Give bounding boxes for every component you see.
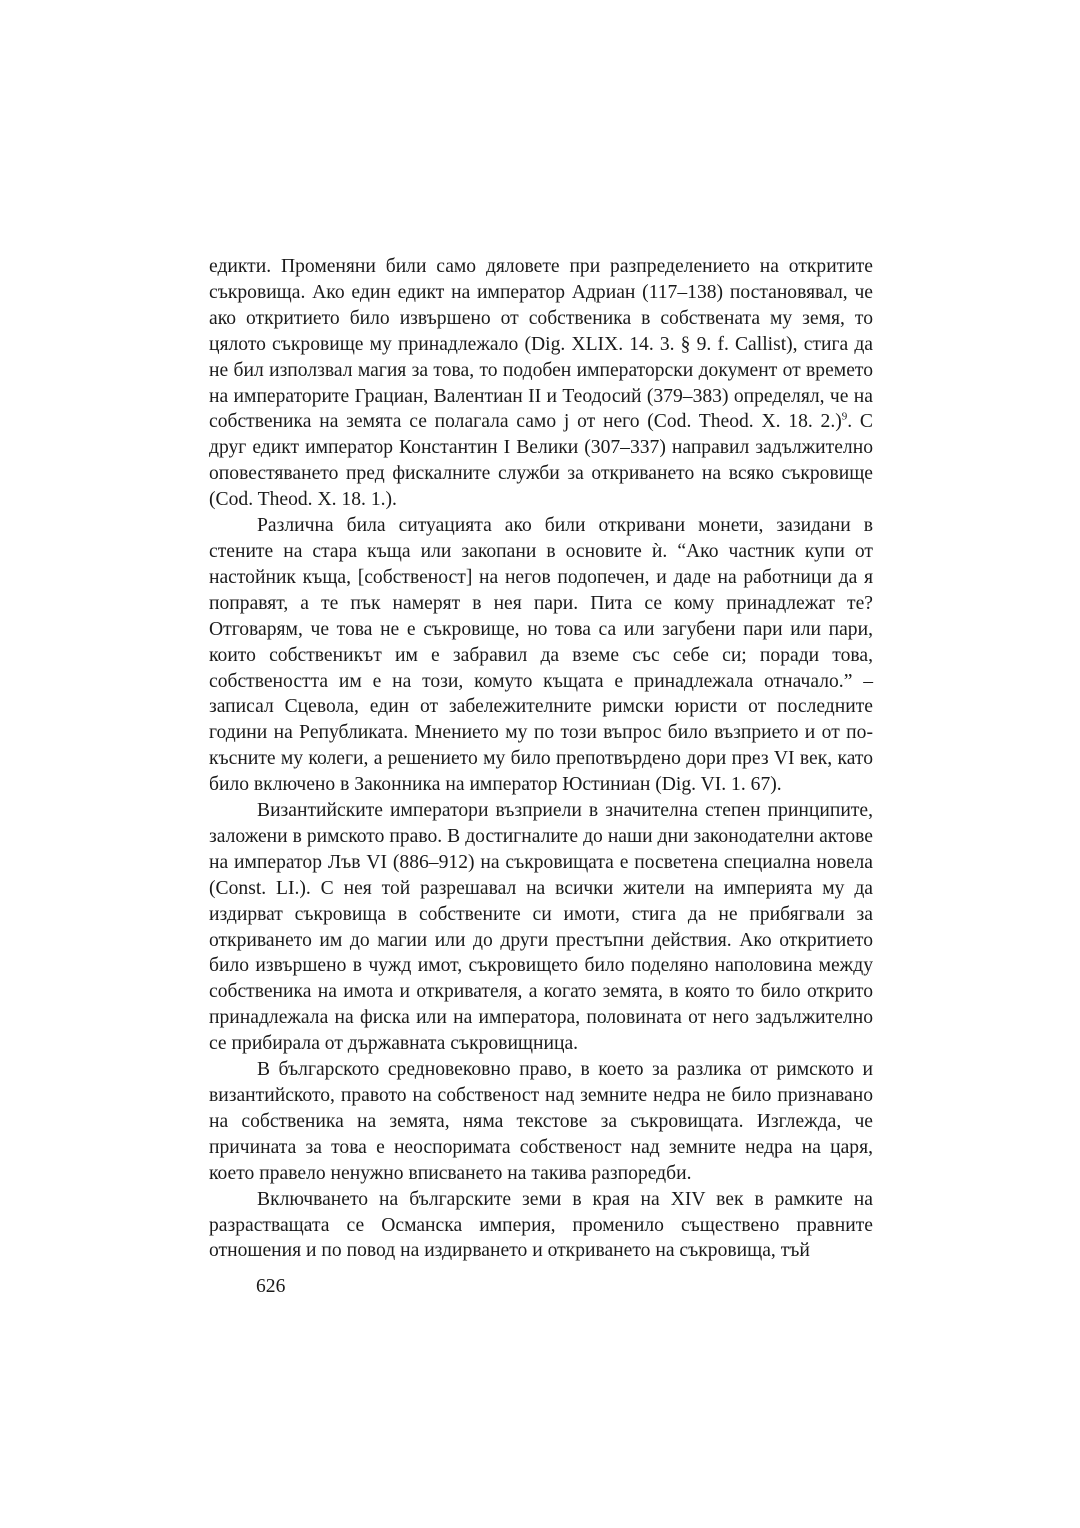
page-body (209, 254, 873, 1264)
page-number: 626 (256, 1276, 286, 1297)
paragraph-4: В българското средновековно право, в което за разлика от римското и византийското, правото на собственост над земните недра не било признавано на собственика на земята, няма текстове за съкровищата. Изглежда, че причината за това е неоспоримата собственост над земните недра на царя, което правело ненужно вписването на такива разпоредби. (209, 1059, 873, 1184)
paragraph-1-text: едикти. Променяни били само дяловете при разпределението на откритите съкровища. Ако един едикт на император Адриан (117–138) постановявал, че ако откритието било извършено от собственика в собствената му земя, то цялото съкровище му принадлежало (Dig. XLIX. 14. 3. § 9. f. Callist), стига да не бил използвал магия за това, то подобен императорски документ от времето на императорите Грациан, Валентиан II и Теодосий (379–383) определял, че на собственика на земята се полагала само j от него (Cod. Theod. X. 18. 2.) (209, 256, 873, 433)
paragraph-1-text-continued: . С друг едикт император Константин I Велики (307–337) направил задължително оповестяването пред фискалните служби за откриването на всяко съкровище (Cod. Theod. X. 18. 1.). (209, 411, 873, 511)
paragraph-3: Византийските императори възприели в значителна степен принципите, заложени в римското право. В достигналите до наши дни законодателни актове на император Лъв VI (886–912) на съкровищата е посветена специална новела (Const. LI.). С нея той разрешавал на всички жители на империята му да издирват съкровища в собствените си имоти, стига да не прибягвали за откриването им до магии или до други престъпни действия. Ако откритието било извършено в чужд имот, съкровището било поделяно наполовина между собственика на имота и откривателя, а когато земята, в която то било открито принадлежала на фиска или на императора, половината от него задължително се прибирала от държавната съкровищница. (209, 800, 873, 1055)
paragraph-5: Включването на българските земи в края на XIV век в рамките на разрастващата се Османска империя, променило съществено правните отношения и по повод на издирването и откриването на съкровища, тъй (209, 1188, 873, 1262)
paragraph-1 (209, 254, 873, 513)
footnote-reference: 9 (841, 410, 848, 423)
paragraph-2: Различна била ситуацията ако били откривани монети, зазидани в стените на стара къща или закопани в основите ѝ. “Ако частник купи от настойник къща, [собственост] на негов подопечен, и даде на работници да я поправят, а те пък намерят в нея пари. Пита се кому принадлежат те? Отговарям, че това не е съкровище, но това са или загубени пари или пари, които собственикът им е забравил да вземе със себе си; поради това, собствеността им е на този, комуто къщата е принадлежала отначало.” – записал Сцевола, един от забележителните римски юристи от последните години на Републиката. Мнението му по този въпрос било възприето и от по-късните му колеги, а решението му било препотвърдено дори през VI век, като било включено в Законника на император Юстиниан (Dig. VI. 1. 67). (209, 515, 873, 796)
